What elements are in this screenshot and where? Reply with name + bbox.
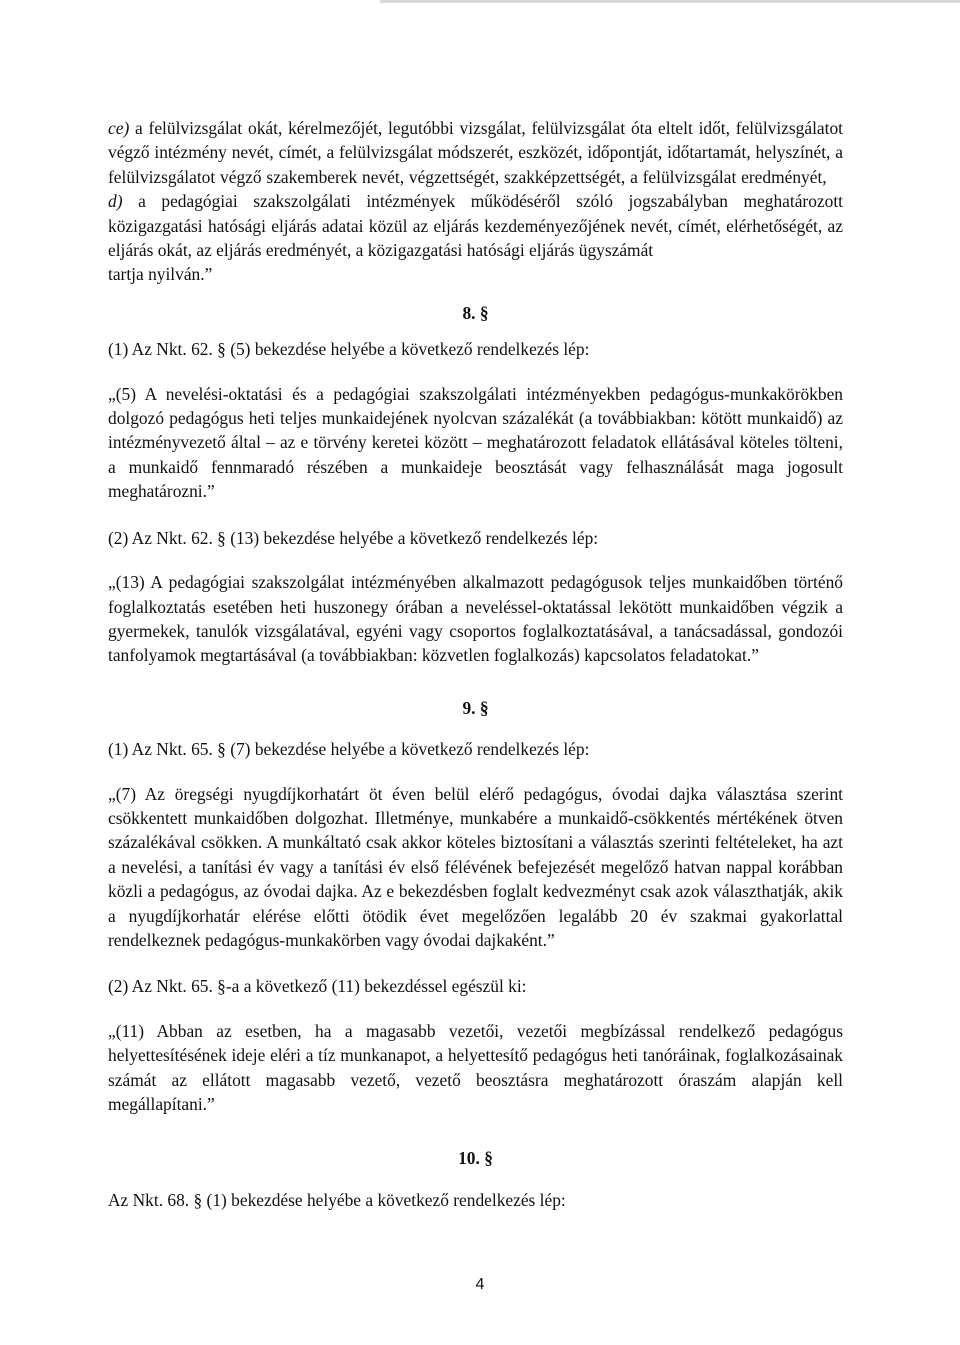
paragraph-closing: tartja nyilván.”	[108, 264, 213, 285]
section8-item2-quote: „(13) A pedagógiai szakszolgálat intézményében alkalmazott pedagógusok teljes munkaidőben történő foglalkoztatás esetében heti huszonegy órában a neveléssel-oktatással lekötött munkaidőben végzik a gyermekek, tanulók vizsgálatával, egyéni vagy csoportos foglalkoztatásával, a tanácsadással, gondozói tanfolyamok megtartásával (a továbbiakban: közvetlen foglalkozás) kapcsolatos feladatokat.”	[108, 572, 843, 666]
section-heading-10: 10. §	[458, 1148, 493, 1169]
section8-item1-quote: „(5) A nevelési-oktatási és a pedagógiai szakszolgálati intézményekben pedagógus-munkakörökben dolgozó pedagógus heti teljes munkaidejének nyolcvan százalékát (a továbbiakban: kötött munkaidő) az intézményvezető által – az e törvény keretei között – meghatározott feladatok ellátásával köteles tölteni, a munkaidő fennmaradó részében a munkaideje beosztását vagy felhasználását maga jogosult meghatározni.”	[108, 383, 843, 502]
page-number: 4	[475, 1276, 485, 1293]
section8-item1-intro: (1) Az Nkt. 62. § (5) bekezdése helyébe a következő rendelkezés lép:	[108, 339, 590, 360]
section-heading-8: 8. §	[462, 302, 489, 323]
section9-item2-intro: (2) Az Nkt. 65. §-a a következő (11) bekezdéssel egészül ki:	[108, 976, 527, 997]
paragraph-ce	[108, 116, 843, 189]
section8-item2-intro: (2) Az Nkt. 62. § (13) bekezdése helyébe a következő rendelkezés lép:	[108, 527, 599, 548]
document-body	[108, 116, 843, 1212]
section-heading-9: 9. §	[462, 697, 489, 718]
section9-item1-quote: „(7) Az öregségi nyugdíjkorhatárt öt éven belül elérő pedagógus, óvodai dajka választása szerint csökkentett munkaidőben dolgozhat. Illetménye, munkabére a munkaidő-csökkentés mértékének ötven százalékával csökken. A munkáltató csak akkor köteles biztosítani a választás szerinti feltételeket, ha azt a nevelési, a tanítási év vagy a tanítási év első félévének befejezését megelőző hatvan nappal korábban közli a pedagógus, az óvodai dajka. Az e bekezdésben foglalt kedvezményt csak azok választhatják, akik a nyugdíjkorhatár elérése előtti ötödik évet megelőzően legalább 20 év szakmai gyakorlattal rendelkeznek pedagógus-munkakörben vagy óvodai dajkaként.”	[108, 783, 843, 950]
paragraph-d	[108, 189, 843, 262]
item-label-ce: ce)	[108, 118, 130, 138]
item-label-d: d)	[108, 191, 123, 212]
paragraph-d-text: a pedagógiai szakszolgálati intézmények működéséről szóló jogszabályban meghatározott közigazgatási hatósági eljárás adatai közül az eljárás kezdeményezőjének nevét, címét, elérhetőségét, az eljárás okát, az eljárás eredményét, a közigazgatási hatósági eljárás ügyszámát	[108, 191, 843, 261]
scan-top-edge	[0, 0, 960, 3]
section9-item2-quote: „(11) Abban az esetben, ha a magasabb vezetői, vezetői megbízással rendelkező pedagógus helyettesítésének ideje eléri a tíz munkanapot, a helyettesítő pedagógus heti tanóráinak, foglalkozásainak számát az ellátott magasabb vezető, vezető beosztásra meghatározott óraszám alapján kell megállapítani.”	[108, 1020, 843, 1114]
section10-intro: Az Nkt. 68. § (1) bekezdése helyébe a következő rendelkezés lép:	[108, 1189, 566, 1210]
section9-item1-intro: (1) Az Nkt. 65. § (7) bekezdése helyébe a következő rendelkezés lép:	[108, 739, 590, 760]
paragraph-ce-text: a felülvizsgálat okát, kérelmezőjét, legutóbbi vizsgálat, felülvizsgálat óta eltelt időt, felülvizsgálatot végző intézmény nevét, címét, a felülvizsgálat módszerét, eszközét, időpontját, időtartamát, helyszínét, a felülvizsgálatot végző szakemberek nevét, végzettségét, szakképzettségét, a felülvizsgálat eredményét,	[108, 118, 843, 187]
